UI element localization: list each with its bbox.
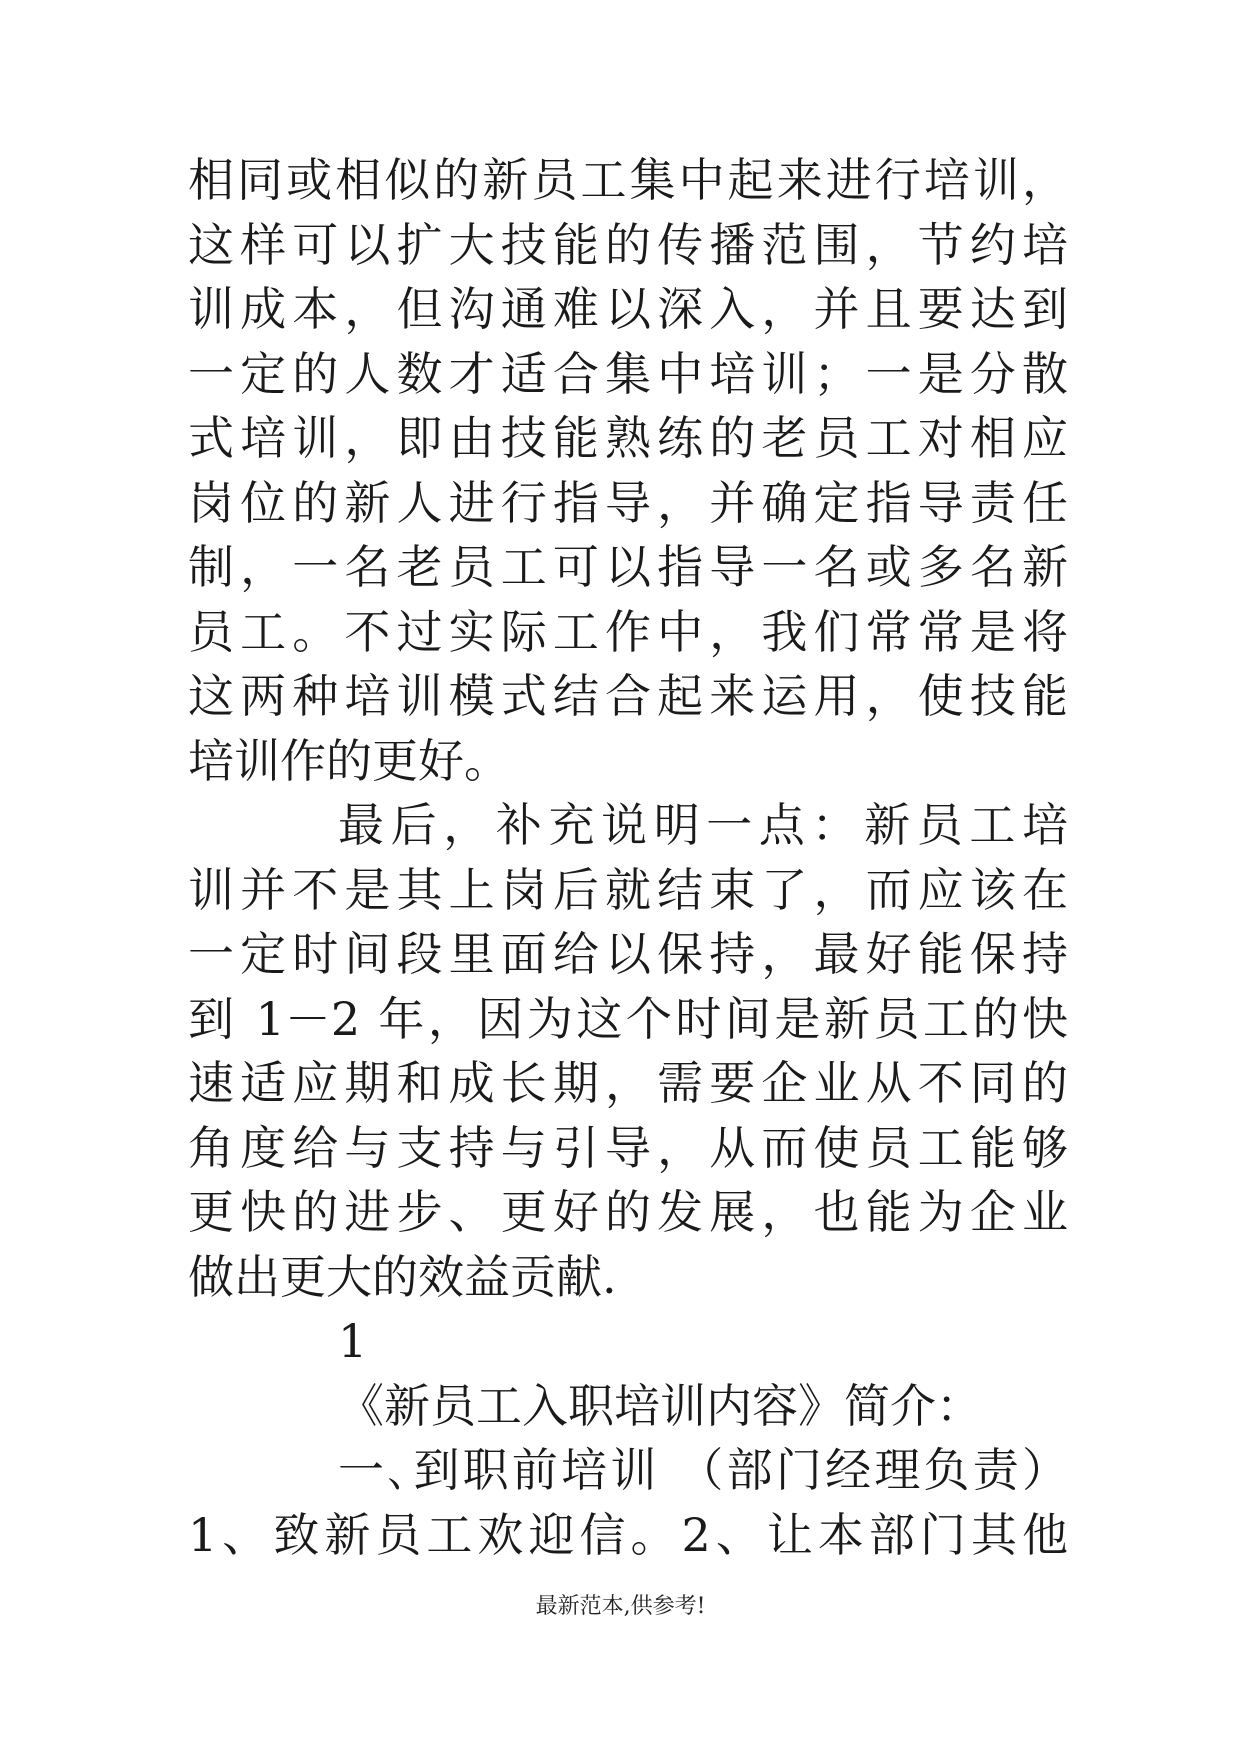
paragraph-start-line: 最后，补充说明一点：新员工培 [338,798,1068,852]
body-line: 速适应期和成长期，需要企业从不同的 [188,1056,1068,1110]
section-heading: 《新员工入职培训内容》简介： [338,1378,982,1433]
body-line: 做出更大的效益贡献. [188,1249,617,1304]
body-line: 这样可以扩大技能的传播范围，节约培 [188,217,1068,272]
body-line: 训并不是其上岗后就结束了，而应该在 [188,862,1068,917]
body-line: 一定的人数才适合集中培训；一是分散 [188,346,1068,401]
body-line: 到 1－2 年，因为这个时间是新员工的快 [188,991,1068,1046]
subsection-heading: 一､到职前培训 （部门经理负责） [338,1443,1068,1497]
page-footer: 最新范本,供参考! [535,1594,706,1619]
body-line: 1、致新员工欢迎信。2、让本部门其他 [188,1507,1068,1562]
body-line: 员工。不过实际工作中，我们常常是将 [188,604,1068,659]
body-line: 相同或相似的新员工集中起来进行培训， [188,153,1068,207]
page-number: 1 [338,1314,368,1368]
body-line: 角度给与支持与引导，从而使员工能够 [188,1120,1068,1175]
body-line: 更快的进步、更好的发展，也能为企业 [188,1185,1068,1239]
body-line: 训成本，但沟通难以深入，并且要达到 [188,282,1068,336]
body-line: 岗位的新人进行指导，并确定指导责任 [188,475,1068,530]
body-line: 一定时间段里面给以保持，最好能保持 [188,927,1068,981]
body-line: 式培训，即由技能熟练的老员工对相应 [188,411,1068,465]
body-line: 培训作的更好。 [188,733,510,788]
body-line: 制，一名老员工可以指导一名或多名新 [188,540,1068,594]
body-line: 这两种培训模式结合起来运用，使技能 [188,669,1068,723]
